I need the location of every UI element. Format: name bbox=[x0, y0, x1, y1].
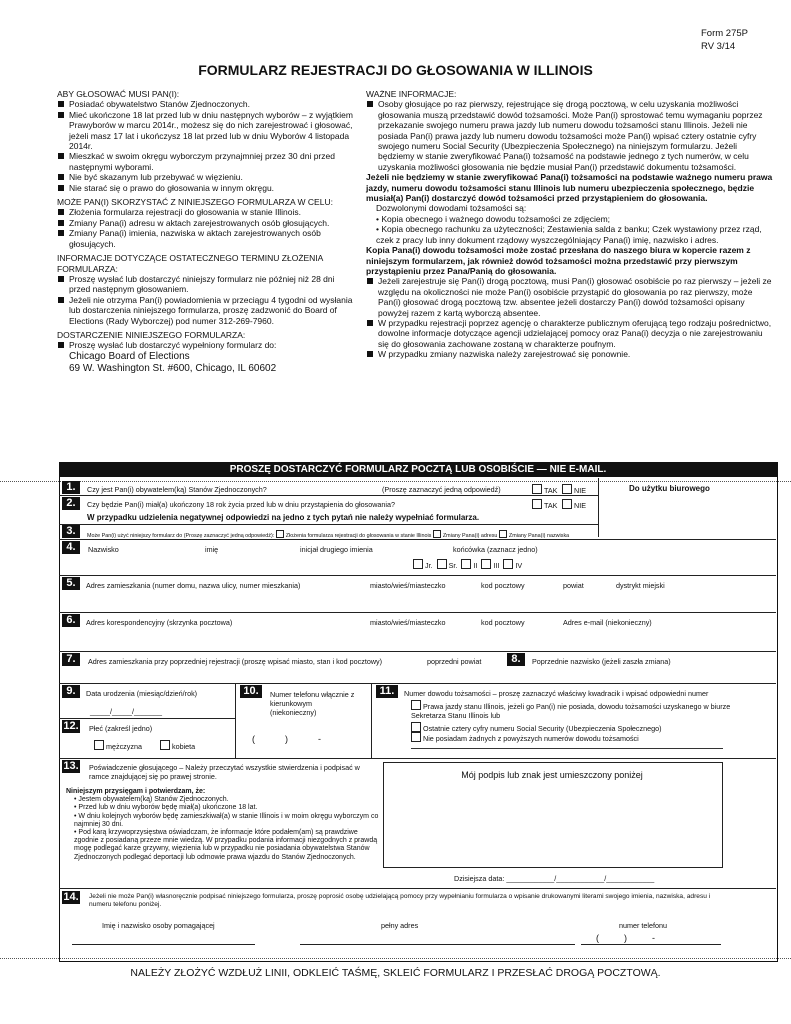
suffix-ii: II bbox=[473, 561, 478, 570]
list-item: Jeżeli zarejestruje się Pan(i) drogą pocztową, musi Pan(i) głosować osobiście po raz pierwszy – jeżeli ze względu na okoliczności nie może Pan(i) osobiście przystąpić do głosowania po raz pierwszy, może Pan(i) głosować drogą pocztową tzw. absentee jeżeli dostarczy Pan(i) dowód tożsamości opisany powyżej razem z kartą wyborczą absentee. bbox=[366, 276, 774, 318]
q1-no-label: NIE bbox=[574, 486, 586, 495]
gender-female-label: kobieta bbox=[172, 742, 196, 751]
attestation-instructions: Poświadczenie głosującego – Należy przeczytać wszystkie stwierdzenia i podpisać w ramce znajdującej się po prawej stronie. bbox=[89, 763, 360, 781]
row-divider bbox=[59, 718, 235, 719]
suffix-jr: Jr. bbox=[425, 561, 433, 570]
attestation-item: Pod karą krzywoprzysięstwa oświadczam, że informacje które podałem(am) są prawdziwe zgodnie z posiadaną przeze mnie wiedzą. W przypadku podania informacji niezgodnych z prawdą mogę podlegać karze grzywny, więzienia lub w przypadku nie posiadania obywatelstwa Stanów Zjednoczonych podlegać deportacji lub odmowie prawa wjazdu do Stanów Zjednoczonych. bbox=[74, 829, 378, 861]
id-option-ssn-text: Ostatnie cztery cyfry numeru Social Security (Ubezpieczenia Społecznego) bbox=[423, 724, 662, 733]
usage-list bbox=[57, 207, 355, 249]
previous-county-label: poprzedni powiat bbox=[427, 657, 482, 666]
q1-question: Czy jest Pan(i) obywatelem(ką) Stanów Zjednoczonych? bbox=[87, 485, 267, 494]
suffix-options bbox=[413, 559, 522, 570]
checkbox-icon[interactable] bbox=[461, 559, 471, 569]
delivery-banner: PROSZĘ DOSTARCZYĆ FORMULARZ POCZTĄ LUB OSOBIŚCIE — NIE E-MAIL. bbox=[59, 462, 777, 477]
phone-paren-close: ) bbox=[624, 933, 628, 943]
form-number bbox=[701, 27, 748, 53]
row-divider bbox=[59, 539, 776, 540]
county-label: powiat bbox=[563, 581, 584, 590]
helper-name-line[interactable] bbox=[72, 944, 255, 945]
q1-yes-option[interactable] bbox=[532, 484, 557, 495]
id-option-license[interactable] bbox=[411, 700, 731, 720]
residence-address-label: Adres zamieszkania (numer domu, nazwa ulicy, numer mieszkania) bbox=[86, 581, 301, 590]
fold-line-bottom bbox=[0, 958, 791, 959]
allowed-id-item: Kopia obecnego rachunku za użyteczności; Zestawienia salda z banku; Czek wystawiony przez rząd, czek z pracy lub inny dokument rządowy wyszczególniający Pana(i) imię, nazwisko i adres. bbox=[376, 224, 762, 245]
middle-initial-label: inicjał drugiego imienia bbox=[300, 545, 373, 554]
list-item: Jeżeli nie otrzyma Pan(i) powiadomienia w przeciągu 4 tygodni od wysłania lub dostarczenia niniejszego formularza, proszę zadzwonić do Board of Elections (Rady Wyborczej) pod numer 312-269-7960. bbox=[57, 295, 355, 326]
list-item: Nie starać się o prawo do głosowania w innym okręgu. bbox=[57, 183, 355, 193]
list-item: • Kopia obecnego i ważnego dowodu tożsamości ze zdjęciem; bbox=[376, 213, 611, 224]
list-item: Zmiany Pana(i) imienia, nazwiska w aktach zarejestrowanych osób głosujących. bbox=[57, 228, 355, 249]
attestation-heading: Niniejszym przysięgam i potwierdzam, że: bbox=[66, 788, 206, 795]
id-option-license-text: Prawa jazdy stanu Illinois, jeżeli go Pan(i) nie posiada, dowodu tożsamości uzyskanego w biurze Sekretarza Stanu Illinois lub bbox=[411, 702, 731, 720]
q1-yes-label: TAK bbox=[544, 486, 558, 495]
attestation-item: W dniu kolejnych wyborów będę zamieszkiwał(a) w stanie Illinois i w moim okręgu wyborczym co najmniej 30 dni. bbox=[74, 812, 379, 828]
email-label: Adres e-mail (niekonieczny) bbox=[563, 618, 652, 627]
q9-number: 9. bbox=[62, 685, 80, 698]
list-item: • Jestem obywatelem(ką) Stanów Zjednoczonych. bbox=[74, 796, 229, 804]
row-divider bbox=[59, 612, 776, 613]
id-number-label: Numer dowodu tożsamości – proszę zaznaczyć właściwy kwadracik i wpisać odpowiedni numer bbox=[404, 689, 709, 698]
eligibility-heading: ABY GŁOSOWAĆ MUSI PAN(I): bbox=[57, 89, 180, 99]
checkbox-icon[interactable] bbox=[481, 559, 491, 569]
q5-number: 5. bbox=[62, 577, 80, 590]
q10-number: 10. bbox=[240, 685, 262, 698]
checkbox-icon[interactable] bbox=[276, 530, 284, 538]
usage-heading: MOŻE PAN(I) SKORZYSTAĆ Z NINIEJSZEGO FORMULARZA W CELU: bbox=[57, 197, 333, 208]
helper-address-line[interactable] bbox=[300, 944, 575, 945]
signature-label: Mój podpis lub znak jest umieszczony poniżej bbox=[461, 770, 643, 780]
q8-number: 8. bbox=[507, 653, 525, 666]
checkbox-icon[interactable] bbox=[503, 559, 513, 569]
list-item: Zmiany Pana(i) adresu w aktach zarejestrowanych osób głosujących. bbox=[57, 218, 355, 228]
office-divider bbox=[598, 478, 599, 537]
mail-address-line1: Chicago Board of Elections bbox=[69, 350, 190, 362]
helper-phone-label: numer telefonu bbox=[619, 921, 667, 930]
gender-male-label: mężczyzna bbox=[106, 742, 142, 751]
list-item: Proszę wysłać lub dostarczyć niniejszy formularz nie później niż 28 dni przed następnym głosowaniem. bbox=[57, 274, 355, 295]
q3-option-name: Zmiany Pana(i) nazwiska bbox=[508, 533, 570, 539]
city-label: miasto/wieś/miasteczko bbox=[370, 581, 446, 590]
suffix-iv: IV bbox=[515, 561, 523, 570]
q4-number: 4. bbox=[62, 541, 80, 554]
list-item: • Kopia obecnego rachunku za użyteczności; Zestawienia salda z banku; Czek wystawiony przez rząd, czek z pracy lub inny dokument rządowy wyszczególniający Pana(i) imię, nazwisko i adres. bbox=[376, 224, 762, 245]
helper-name-label: Imię i nazwisko osoby pomagającej bbox=[102, 921, 215, 930]
q7-number: 7. bbox=[62, 653, 80, 666]
row-divider bbox=[59, 575, 776, 576]
list-item: Mieć ukończone 18 lat przed lub w dniu następnych wyborów – z wyjątkiem Prawyborów w marcu 2014r., możesz się do nich zarejestrować i głosować, jeżeli masz 17 lat i ukończysz 18 lat przed lub w dniu Wyborów 4 listopada 2014r. bbox=[57, 110, 355, 152]
mail-address-line2: 69 W. Washington St. #600, Chicago, IL 60602 bbox=[69, 362, 277, 374]
checkbox-icon[interactable] bbox=[94, 740, 104, 750]
list-item: Złożenia formularza rejestracji do głosowania w stanie Illinois. bbox=[57, 207, 355, 217]
row-divider bbox=[59, 758, 776, 759]
form-number-text: Form 275P bbox=[701, 28, 748, 39]
deadline-heading: INFORMACJE DOTYCZĄCE OSTATECZNEGO TERMINU ZŁOŻENIA FORMULARZA: bbox=[57, 253, 323, 274]
office-use-label: Do użytku biurowego bbox=[629, 484, 710, 493]
q11-number: 11. bbox=[376, 685, 398, 698]
row-divider bbox=[59, 524, 598, 525]
col-divider bbox=[235, 683, 236, 758]
ward-label: dystrykt miejski bbox=[616, 581, 665, 590]
page-title: FORMULARZ REJESTRACJI DO GŁOSOWANIA W ILLINOIS bbox=[198, 62, 593, 78]
delivery-list bbox=[57, 340, 355, 374]
q3-option-register: Złożenia formularza rejestracji do głosowania w stanie Illinois bbox=[285, 533, 432, 539]
phone-dash: - bbox=[652, 933, 656, 943]
birthdate-label: Data urodzenia (miesiąc/dzień/rok) bbox=[86, 689, 198, 698]
checkbox-icon[interactable] bbox=[532, 484, 542, 494]
list-item bbox=[57, 340, 355, 374]
q1-hint: (Proszę zaznaczyć jedną odpowiedź) bbox=[382, 485, 501, 494]
list-item: • W dniu kolejnych wyborów będę zamieszkiwał(a) w stanie Illinois i w moim okręgu wyborczym co najmniej 30 dni. bbox=[74, 812, 379, 828]
checkbox-icon[interactable] bbox=[411, 732, 421, 742]
previous-address-label: Adres zamieszkania przy poprzedniej rejestracji (proszę wpisać miasto, stan i kod pocztowy) bbox=[88, 657, 383, 666]
delivery-text: Proszę wysłać lub dostarczyć wypełniony formularz do: bbox=[69, 340, 277, 351]
helper-phone-line[interactable] bbox=[581, 944, 721, 945]
zip-label: kod pocztowy bbox=[481, 581, 525, 590]
q2-number: 2. bbox=[62, 497, 80, 510]
list-item: • Przed lub w dniu wyborów będę miał(a) ukończone 18 lat. bbox=[74, 804, 258, 812]
first-name-label: imię bbox=[205, 545, 219, 554]
city-label: miasto/wieś/miasteczko bbox=[370, 618, 446, 627]
q2-yes-label: TAK bbox=[544, 501, 558, 510]
allowed-ids-heading: Dozwolonymi dowodami tożsamości są: bbox=[376, 203, 527, 214]
list-item: Mieszkać w swoim okręgu wyborczym przynajmniej przez 30 dni przed następnymi wyborami. bbox=[57, 151, 355, 172]
delivery-heading: DOSTARCZENIE NINIEJSZEGO FORMULARZA: bbox=[57, 329, 246, 340]
important-heading: WAŻNE INFORMACJE: bbox=[366, 89, 457, 99]
attestation-statements bbox=[66, 788, 382, 862]
last-name-label: Nazwisko bbox=[88, 545, 119, 554]
phone-paren-open: ( bbox=[596, 933, 599, 943]
helper-instructions: Jeżeli nie może Pan(i) własnoręcznie podpisać niniejszego formularza, proszę poprosić osobę udzielającą pomocy przy wypełnianiu formularza o wpisanie drukowanymi literami swojego imienia, nazwiska, adresu i numeru telefonu poniżej. bbox=[89, 893, 711, 908]
gender-male-option[interactable] bbox=[94, 740, 142, 751]
attestation-item: Przed lub w dniu wyborów będę miał(a) ukończone 18 lat. bbox=[78, 804, 258, 812]
more-info-list bbox=[366, 276, 774, 359]
list-item: • Pod karą krzywoprzysięstwa oświadczam, że informacje które podałem(am) są prawdziwe zgodnie z posiadaną przeze mnie wiedzą. W przypadku podania informacji niezgodnych z prawdą mogę podlegać karze grzywny, więzienia lub w przypadku nie posiadania obywatelstwa Stanów Zjednoczonych podlegać deportacji lub odmowie prawa wjazdu do Stanów Zjednoczonych. bbox=[74, 829, 378, 861]
suffix-label: końcówka (zaznacz jedno) bbox=[453, 545, 538, 554]
checkbox-icon[interactable] bbox=[411, 700, 421, 710]
phone-paren-close: ) bbox=[285, 734, 289, 744]
checkbox-icon[interactable] bbox=[413, 559, 423, 569]
q1-number: 1. bbox=[62, 481, 80, 494]
checkbox-icon[interactable] bbox=[437, 559, 447, 569]
checkbox-icon[interactable] bbox=[499, 530, 507, 538]
suffix-iii: III bbox=[493, 561, 500, 570]
deadline-list bbox=[57, 274, 355, 326]
phone-paren-open: ( bbox=[252, 734, 255, 744]
q6-number: 6. bbox=[62, 614, 80, 627]
footer-instructions: NALEŻY ZŁOŻYĆ WZDŁUŻ LINII, ODKLEIĆ TAŚMĘ, SKLEIĆ FORMULARZ I PRZESŁAĆ DROGĄ POCZTOWĄ. bbox=[130, 967, 661, 979]
zip-label: kod pocztowy bbox=[481, 618, 525, 627]
q2-no-option[interactable] bbox=[562, 499, 586, 510]
q2-yes-option[interactable] bbox=[532, 499, 557, 510]
list-item: W przypadku zmiany nazwiska należy zarejestrować się ponownie. bbox=[366, 349, 774, 359]
list-item: Posiadać obywatelstwo Stanów Zjednoczonych. bbox=[57, 99, 355, 109]
signature-date[interactable]: Dzisiejsza data: ____________/____________/____________ bbox=[454, 874, 655, 883]
q2-no-label: NIE bbox=[574, 501, 586, 510]
gender-female-option[interactable] bbox=[160, 740, 195, 751]
id-number-line bbox=[411, 748, 723, 749]
id-copy-note: Kopia Pana(i) dowodu tożsamości może zostać przesłana do naszego biura w kopercie razem z niniejszym formularzem, jak również dowód tożsamości można przedstawić przy pierwszym przystąpieniu przez Pana/Panią do głosowania. bbox=[366, 245, 751, 276]
checkbox-icon[interactable] bbox=[160, 740, 170, 750]
q3-option-address: Zmiany Pana(i) adresu bbox=[442, 533, 498, 539]
checkbox-icon[interactable] bbox=[532, 499, 542, 509]
important-list bbox=[366, 99, 774, 172]
eligibility-list bbox=[57, 99, 355, 193]
q3-number: 3. bbox=[62, 525, 80, 538]
allowed-id-item: Kopia obecnego i ważnego dowodu tożsamości ze zdjęciem; bbox=[381, 213, 611, 224]
q3-question: Może Pan(i) użyć niniejszy formularz do (Proszę zaznaczyć jedną odpowiedź): bbox=[87, 533, 275, 539]
phone-input[interactable] bbox=[252, 735, 321, 744]
phone-dash: - bbox=[318, 734, 322, 744]
checkbox-icon[interactable] bbox=[411, 722, 421, 732]
checkbox-icon[interactable] bbox=[562, 499, 572, 509]
mailing-address-label: Adres korespondencyjny (skrzynka pocztowa) bbox=[86, 618, 233, 627]
q1-no-option[interactable] bbox=[562, 484, 586, 495]
form-revision: RV 3/14 bbox=[701, 41, 736, 52]
previous-name-label: Poprzednie nazwisko (jeżeli zaszła zmiana) bbox=[532, 657, 671, 666]
list-item: Nie być skazanym lub przebywać w więzieniu. bbox=[57, 172, 355, 182]
list-item bbox=[366, 99, 774, 172]
attestation-item: Jestem obywatelem(ką) Stanów Zjednoczonych. bbox=[78, 796, 229, 804]
helper-phone-input[interactable] bbox=[596, 934, 655, 943]
suffix-sr: Sr. bbox=[448, 561, 458, 570]
checkbox-icon[interactable] bbox=[433, 530, 441, 538]
row-divider bbox=[59, 683, 776, 684]
phone-label: Numer telefonu włącznie z kierunkowym (niekonieczny) bbox=[270, 690, 355, 717]
negative-answer-note: W przypadku udzielenia negatywnej odpowiedzi na jedno z tych pytań nie należy wypełniać formularza. bbox=[87, 513, 480, 522]
id-option-none[interactable] bbox=[411, 732, 639, 743]
birthdate-input[interactable]: _____/_____/_______ bbox=[90, 707, 162, 716]
col-divider bbox=[371, 683, 372, 758]
allowed-ids-list bbox=[366, 214, 774, 245]
helper-address-label: pełny adres bbox=[381, 921, 419, 930]
q14-number: 14. bbox=[63, 891, 79, 903]
row-divider bbox=[59, 651, 776, 652]
row-divider bbox=[59, 495, 598, 496]
row-divider bbox=[59, 888, 776, 889]
q2-question: Czy będzie Pan(i) miał(a) ukończony 18 rok życia przed lub w dniu przystąpienia do głosowania? bbox=[87, 500, 396, 509]
checkbox-icon[interactable] bbox=[562, 484, 572, 494]
q13-number: 13. bbox=[63, 760, 79, 772]
gender-label: Płeć (zakreśl jedno) bbox=[89, 724, 153, 733]
list-item: W przypadku rejestracji poprzez agencję o charakterze publicznym oferującą tego rodzaju pośrednictwo, dowolne informacje dotyczące agencji udzielającej pomocy oraz Pana(i) decyzja o nie zarejestrowaniu się do głosowania zachowane zostaną w charakterze poufnym. bbox=[366, 318, 774, 349]
right-info-column bbox=[366, 89, 774, 360]
id-requirement-text: Osoby głosujące po raz pierwszy, rejestrujące się drogą pocztową, w celu uzyskania możliwości głosowania muszą przedstawić dowód tożsamości. Może Pan(i) sprostować temu wymaganiu poprzez przekazanie swojego numeru prawa jazdy lub numeru dowodu tożsamości stanu Illinois. Jeżeli nie posiada Pan(i) prawa jazdy lub numeru dowodu tożsamości może Pan(i) wpisać cztery ostatnie cyfry swojego numeru Social Security (Ubezpieczenia Społecznego) na niniejszym formularzu. Jeżeli będziemy w stanie zweryfikować Pana(i) tożsamość na podstawie jednego z tych numerów, w celu uzyskania możliwości głosowania nie będzie musiał Pan(i) przedstawić dokumentu tożsamości. bbox=[378, 99, 763, 172]
left-info-column bbox=[57, 89, 355, 375]
id-option-none-text: Nie posiadam żadnych z powyższych numerów dowodu tożsamości bbox=[423, 734, 639, 743]
id-requirement-bold: Jeżeli nie będziemy w stanie zweryfikować Pana(i) tożsamości na podstawie ważnego numeru prawa jazdy, numeru dowodu tożsamości stanu Illinois lub numeru ubezpieczenia społecznego, będzie musiał(a) Pan(i) dostarczyć dowód tożsamości przed przystąpieniem do głosowania. bbox=[366, 172, 773, 204]
q12-number: 12. bbox=[63, 720, 79, 732]
